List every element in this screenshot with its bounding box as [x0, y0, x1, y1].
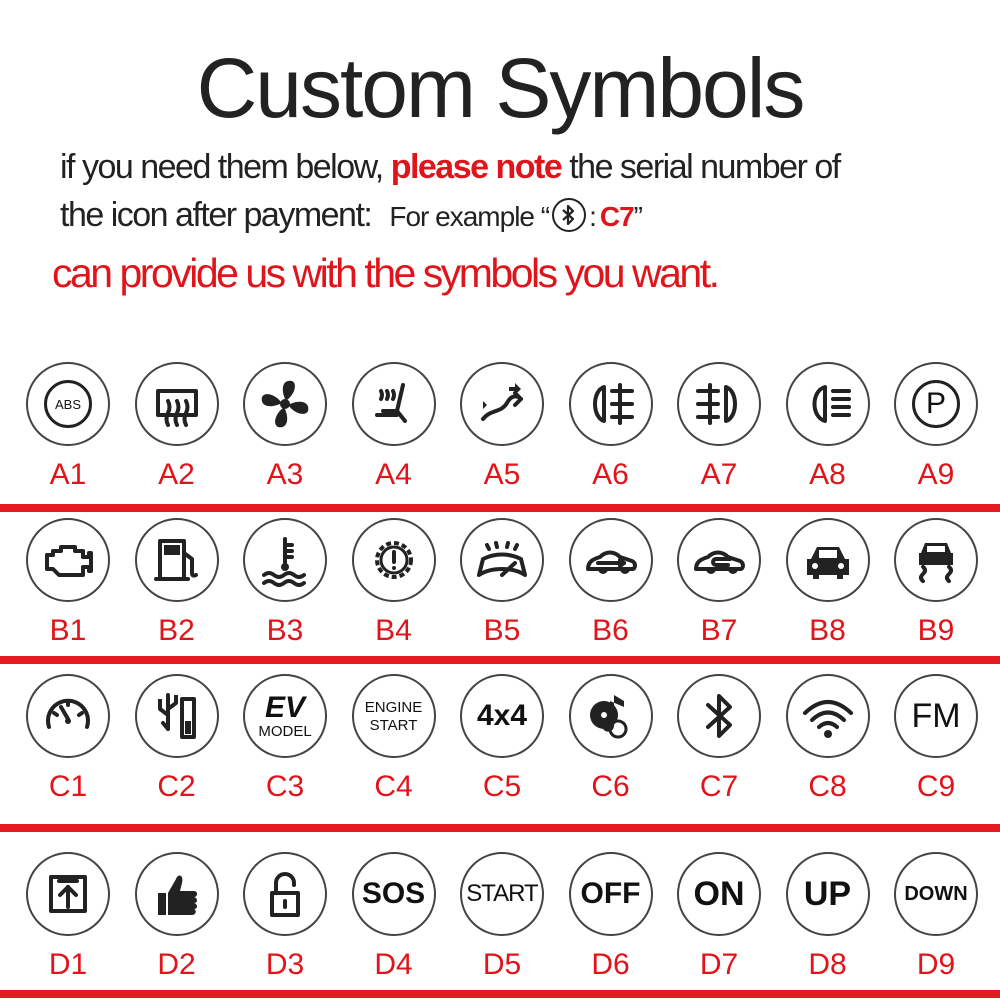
- down-icon[interactable]: [894, 852, 978, 936]
- rear-defrost-icon[interactable]: [135, 362, 219, 446]
- usb-charge-icon[interactable]: [135, 674, 219, 758]
- fan-icon[interactable]: [243, 362, 327, 446]
- symbol-code-label: B7: [700, 614, 738, 647]
- coolant-temperature-icon[interactable]: [243, 518, 327, 602]
- symbol-code-label: A2: [158, 458, 195, 491]
- speedometer-icon[interactable]: [26, 674, 110, 758]
- symbol-code-label: D7: [699, 948, 739, 981]
- symbol-text-main: EV: [264, 691, 306, 724]
- symbol-code-label: C2: [157, 770, 196, 803]
- symbol-text-sub: START: [369, 716, 418, 734]
- symbol-code-label: B5: [483, 614, 521, 647]
- symbol-code-label: A8: [809, 458, 846, 491]
- check-engine-icon[interactable]: [26, 518, 110, 602]
- symbol-code-label: D4: [374, 948, 413, 981]
- symbol-text: SOS: [361, 877, 426, 910]
- instruction-line-2-pre: the icon after payment:: [60, 196, 372, 234]
- symbol-code-label: D3: [265, 948, 305, 981]
- outside-air-icon[interactable]: [569, 518, 653, 602]
- symbol-code-label: B3: [266, 614, 304, 647]
- symbol-code-label: B9: [917, 614, 955, 647]
- traction-control-icon[interactable]: [894, 518, 978, 602]
- symbol-code-label: B2: [158, 614, 195, 647]
- air-recirculation-icon[interactable]: [460, 362, 544, 446]
- example-code: C7: [599, 201, 634, 232]
- instruction-line-1-post: the serial number of: [561, 148, 840, 186]
- symbol-code-label: A6: [592, 458, 629, 491]
- heated-seat-icon[interactable]: [352, 362, 436, 446]
- symbol-code-label: D9: [916, 948, 956, 981]
- sos-icon[interactable]: [352, 852, 436, 936]
- symbol-code-label: C9: [916, 770, 956, 803]
- symbol-code-label: D1: [48, 948, 88, 981]
- symbol-code-label: B8: [809, 614, 846, 647]
- example-prefix: For example “: [389, 201, 550, 232]
- symbol-code-label: A4: [375, 458, 412, 491]
- row-divider: [0, 824, 1000, 832]
- example-colon: :: [589, 201, 596, 232]
- symbol-code-label: A1: [49, 458, 87, 491]
- symbol-code-label: C1: [48, 770, 88, 803]
- symbol-text: START: [466, 880, 538, 907]
- symbol-text: UP: [803, 875, 852, 913]
- instruction-line-1-pre: if you need them below,: [60, 148, 391, 186]
- rear-fog-light-icon[interactable]: [569, 362, 653, 446]
- fuel-pump-icon[interactable]: [135, 518, 219, 602]
- symbol-text: FM: [911, 697, 961, 735]
- page-title: Custom Symbols: [196, 41, 804, 135]
- symbol-code-label: C3: [265, 770, 305, 803]
- symbol-code-label: A7: [700, 458, 738, 491]
- row-divider: [0, 656, 1000, 664]
- symbol-code-label: D2: [157, 948, 196, 981]
- front-fog-light-icon[interactable]: [677, 362, 761, 446]
- symbol-code-label: A9: [917, 458, 955, 491]
- windshield-washer-icon[interactable]: [460, 518, 544, 602]
- ev-model-icon[interactable]: [243, 674, 327, 758]
- tagline: can provide us with the symbols you want.: [52, 250, 718, 296]
- symbol-code-label: C4: [374, 770, 413, 803]
- symbol-code-label: B6: [592, 614, 629, 647]
- symbol-code-label: C5: [482, 770, 522, 803]
- 4x4-icon[interactable]: [460, 674, 544, 758]
- car-front-icon[interactable]: [786, 518, 870, 602]
- symbol-code-label: D8: [808, 948, 847, 981]
- symbol-code-label: C8: [808, 770, 847, 803]
- parking-brake-icon[interactable]: [894, 362, 978, 446]
- unlock-icon[interactable]: [243, 852, 327, 936]
- parking-text: P: [912, 380, 960, 428]
- abs-text: ABS: [44, 380, 92, 428]
- symbol-code-label: B4: [375, 614, 412, 647]
- symbol-text: ON: [693, 875, 745, 913]
- symbol-text: OFF: [580, 877, 641, 910]
- symbol-text-sub: MODEL: [258, 723, 312, 740]
- symbol-text: DOWN: [904, 883, 968, 905]
- symbol-code-label: B1: [49, 614, 87, 647]
- symbol-text-main: ENGINE: [364, 698, 423, 716]
- symbol-code-label: C6: [591, 770, 630, 803]
- abs-icon[interactable]: [26, 362, 110, 446]
- start-icon[interactable]: [460, 852, 544, 936]
- symbol-text: 4x4: [476, 699, 528, 732]
- symbol-code-label: D5: [482, 948, 522, 981]
- symbol-code-label: C7: [699, 770, 739, 803]
- on-icon[interactable]: [677, 852, 761, 936]
- fm-radio-icon[interactable]: [894, 674, 978, 758]
- symbol-code-label: A5: [483, 458, 521, 491]
- high-beam-icon[interactable]: [786, 362, 870, 446]
- up-icon[interactable]: [786, 852, 870, 936]
- upload-arrow-icon[interactable]: [26, 852, 110, 936]
- wifi-icon[interactable]: [786, 674, 870, 758]
- instruction-highlight: please note: [390, 148, 562, 186]
- symbol-code-label: D6: [591, 948, 630, 981]
- engine-start-icon[interactable]: [352, 674, 436, 758]
- row-divider: [0, 990, 1000, 998]
- off-icon[interactable]: [569, 852, 653, 936]
- recirculation-car-icon[interactable]: [677, 518, 761, 602]
- symbol-code-label: A3: [266, 458, 304, 491]
- example-close: ”: [633, 201, 642, 232]
- music-disc-icon[interactable]: [569, 674, 653, 758]
- bluetooth-icon[interactable]: [677, 674, 761, 758]
- thumbs-up-icon[interactable]: [135, 852, 219, 936]
- row-divider: [0, 504, 1000, 512]
- warning-gear-icon[interactable]: [352, 518, 436, 602]
